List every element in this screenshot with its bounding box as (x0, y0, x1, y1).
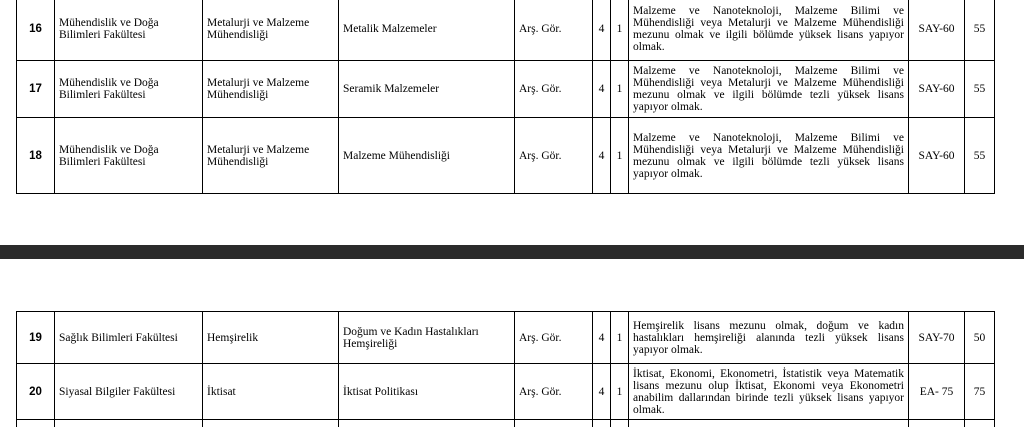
row-number: 18 (17, 118, 55, 194)
table-row (17, 364, 995, 420)
degree-cell: 4 (593, 0, 611, 61)
requirement-cell: Malzeme ve Nanoteknoloji, Malzeme Bilimi ve Mühendisliği veya Metalurji ve Malzeme Mühendisliği mezunu olmak ve ilgili bölümde tezli yüksek lisans yapıyor olmak. (629, 118, 909, 194)
field-cell: İktisat Politikası (339, 364, 515, 420)
requirement-cell: Malzeme ve Nanoteknoloji, Malzeme Bilimi ve Mühendisliği veya Metalurji ve Malzeme Mühendisliği mezunu olmak ve ilgili bölümde yüksek lisans yapıyor olmak. (629, 0, 909, 61)
count-cell: 1 (611, 118, 629, 194)
quota-cell: 55 (965, 118, 995, 194)
score-type-cell: SAY-60 (909, 61, 965, 118)
faculty-cell: Mühendislik ve Doğa Bilimleri Fakültesi (55, 61, 203, 118)
table-row (17, 312, 995, 364)
field-cell: Doğum ve Kadın Hastalıkları Hemşireliği (339, 312, 515, 364)
department-cell: Hemşirelik (203, 312, 339, 364)
row-number: 16 (17, 0, 55, 61)
page-separator (0, 245, 1024, 259)
faculty-cell: Sağlık Bilimleri Fakültesi (55, 312, 203, 364)
count-cell: 1 (611, 312, 629, 364)
table-row (17, 61, 995, 118)
quota-cell: 55 (965, 0, 995, 61)
department-cell: İktisat (203, 364, 339, 420)
requirement-cell: Hemşirelik lisans mezunu olmak, doğum ve kadın hastalıkları hemşireliği alanında tezli yüksek lisans yapıyor olmak. (629, 312, 909, 364)
row-number: 20 (17, 364, 55, 420)
department-cell: Metalurji ve Malzeme Mühendisliği (203, 0, 339, 61)
field-cell: Malzeme Mühendisliği (339, 118, 515, 194)
document-page-bottom (0, 259, 1024, 427)
count-cell: 1 (611, 0, 629, 61)
field-cell: Metalik Malzemeler (339, 0, 515, 61)
score-type-cell: SAY-60 (909, 118, 965, 194)
table-row-partial (17, 420, 995, 427)
degree-cell: 4 (593, 118, 611, 194)
department-cell: Metalurji ve Malzeme Mühendisliği (203, 118, 339, 194)
faculty-cell: Siyasal Bilgiler Fakültesi (55, 364, 203, 420)
positions-table-bottom (16, 311, 995, 427)
department-cell: Metalurji ve Malzeme Mühendisliği (203, 61, 339, 118)
table-row (17, 118, 995, 194)
quota-cell: 55 (965, 61, 995, 118)
field-cell: Seramik Malzemeler (339, 61, 515, 118)
degree-cell: 4 (593, 364, 611, 420)
count-cell: 1 (611, 364, 629, 420)
quota-cell: 75 (965, 364, 995, 420)
title-cell: Arş. Gör. (515, 0, 593, 61)
faculty-cell: Mühendislik ve Doğa Bilimleri Fakültesi (55, 118, 203, 194)
score-type-cell: SAY-70 (909, 312, 965, 364)
count-cell: 1 (611, 61, 629, 118)
faculty-cell: Mühendislik ve Doğa Bilimleri Fakültesi (55, 0, 203, 61)
title-cell: Arş. Gör. (515, 61, 593, 118)
title-cell: Arş. Gör. (515, 118, 593, 194)
quota-cell: 50 (965, 312, 995, 364)
row-number: 17 (17, 61, 55, 118)
requirement-cell: İktisat, Ekonomi, Ekonometri, İstatistik veya Matematik lisans mezunu olup İktisat, Ekonomi veya Ekonometri anabilim dallarından birinde tezli yüksek lisans yapıyor olmak. (629, 364, 909, 420)
table-row (17, 0, 995, 61)
requirement-cell: Malzeme ve Nanoteknoloji, Malzeme Bilimi ve Mühendisliği veya Metalurji ve Malzeme Mühendisliği mezunu olmak ve ilgili bölümde tezli yüksek lisans yapıyor olmak. (629, 61, 909, 118)
degree-cell: 4 (593, 61, 611, 118)
degree-cell: 4 (593, 312, 611, 364)
title-cell: Arş. Gör. (515, 312, 593, 364)
row-number: 19 (17, 312, 55, 364)
positions-table-top (16, 0, 995, 194)
title-cell: Arş. Gör. (515, 364, 593, 420)
score-type-cell: SAY-60 (909, 0, 965, 61)
score-type-cell: EA- 75 (909, 364, 965, 420)
